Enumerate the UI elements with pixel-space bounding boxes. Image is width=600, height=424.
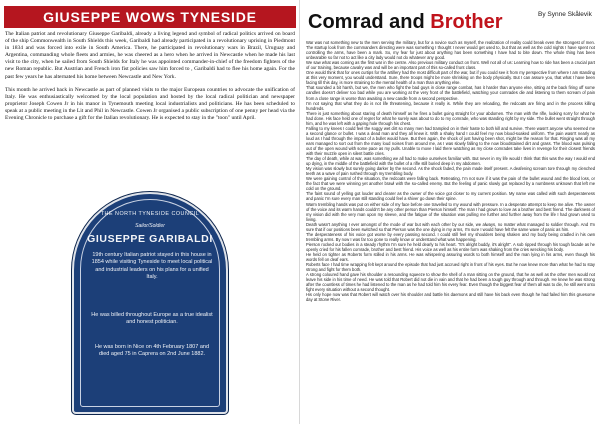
article-paragraph: The Italian patriot and revolutionary Giuseppe Garibaldi, already a living legend and symbol of radical politics arrived on board of the ship Commonwealth in South Shields this week, Garibaldi had already participated in a revolutionary uprising in Piedmont in 1834 and was forced into exile in South America. There, he participated in revolutionary wars in Brazil, Uruguay and Argentina, commanding whole fleets and armies, he was cheered as a hero when he arrived in Newcastle when he made his last visit to the city, when he sailed from South Shields for Italy he was appointed commander-in-chief of the freedom fighters of the new Roman republic. But Austrian and French iron fist policies saw him forced to , Garibaldi had to flee his home again. For the past few years he has alternated his home between Newcastle and New York. bbox=[5, 31, 295, 80]
article-paragraph: Death wasn't anything I ever amongst of the mode of war but with each other by our side, we always, no matter what managed to soldier through. And I'm sure that if our positions been switched so that Pierson was the one dying in my arms, I'm sure I would have felt the same wave of panic as him. bbox=[306, 221, 595, 232]
plaque-occupation: Sailor/Soldier bbox=[135, 223, 165, 229]
article-paragraph: Falling to my knees I could feel the soggy wet dirt so many men had trampled on in their haste to both kill and survive. There wasn't anyone who seemed me a second glance or bullet. I was a dead man and they all knew it. With a shaky hand I could feel my now blood-soaked uniform. The pain wasn't nearly as loud as I had through the impact of a bullet would have. But then again, the shock of just having been shot, might be the reason for that. Ringing was all my ears managed to sort out from the many loud noises from around me, as I was slowly falling to the now bloodstained dirt and grass. The blood was pulsing out of the open wound with some pace as my pulls. Unable to move I laid there watching as my close comrades take lives in revenge for their closest friends with their muzzle open in silent battle cries. bbox=[306, 125, 595, 157]
title-part-2: Brother bbox=[430, 11, 503, 33]
blue-plaque-photo bbox=[66, 184, 234, 420]
article-title bbox=[308, 8, 534, 36]
article-paragraph: This month he arrived back in Newcastle as part of planned visits to the major European countries to advocate the unification of Italy. He was enthusiastically welcomed by the local population and hosted by the local radical politician and newspaper proprietor Joseph Cowen Jr in his manor in Tynemouth meeting local industrialists and politicians. He has been scheduled to speak at a public meeting in the Lit and Phil in Newcastle. Cowen Jr organised a public subscription of one penny per head via the Evening Chronicle to purchase a gift for the Italian revolutionary. He is expected to stay in the "toon" until April. bbox=[5, 86, 295, 122]
article-paragraph: We saw what was coming as the first war in the centre. Also previous military conduct on front. Well not all of us: Learning how to ride has been a crucial part of our training, because cavalry was and will be an important part of this so-called front class. bbox=[306, 60, 595, 71]
article-paragraph: The day of death, while at war, was something we all had to make ourselves familiar with. But never in my life would I think that this was the way I would end up dying, in the middle of the battlefield with the bullet of a rifle still buried deep in my abdomen. bbox=[306, 156, 595, 167]
article-paragraph: My vision was slowly but surely going darker by the second. As the shock faded, the pain made itself present. A deafening scream tore through my clenched teeth as a wave of pain rushed through my trembling body. bbox=[306, 166, 595, 177]
plaque-society: THE NORTH TYNESIDE COUNCIL bbox=[100, 211, 200, 217]
plaque-name: GIUSEPPE GARIBALDI bbox=[87, 233, 213, 245]
article-paragraph: Warm trembling hands was put on either side of my face before one travelled to my wound with pressure. In a desperate attempt to keep me alive. The owner of the voice and its warm hands couldn't be any other person than Pierson himself. The man I had grown to love as a brother and best friend. The darkness of my vision did with the very man upon my sleeve, and the fatigue of the situation was pulling me further and further away from the life I had grown used to living. bbox=[306, 201, 595, 222]
article-paragraph: His only hope now was that Robert will watch over his shoulder and battle his daemons and still have his back even though he had failed him this gruesome day at Stone River. bbox=[306, 292, 595, 303]
article-body bbox=[306, 40, 595, 420]
article-paragraph: One would think that for ones curtips for the artillery had the most difficult part of the war, but if you could see it from my perspective from where I am standing at this very moment, you would understand. Sure, there troops might be more shrinking on the body physically. But I can assure you, that what I have been facing till this day, is more straining to the mental health of a man than anything else. bbox=[306, 70, 595, 86]
headline-banner bbox=[4, 6, 296, 28]
plaque-honour: He was billed throughout Europe as a true idealist and honest politician. bbox=[91, 312, 213, 326]
headline: GIUSEPPE WOWS TYNESIDE bbox=[43, 9, 257, 25]
article-paragraph: We were gaining control of the situation, the redcoats were falling back. Retreating. I'm not sure if it was the pain of the bullet wound and the blood loss, or the fact that we were winning yet another brawl with the so-called enemy. But the feeling of panic slowly got replaced by a numbness unknown that left me cold on the ground. bbox=[306, 176, 595, 192]
plaque-border bbox=[80, 199, 220, 407]
plaque-dates: He was born in Nice on 4th February 1807 and died aged 75 in Caprera on 2nd June 1882. bbox=[94, 344, 210, 358]
article-paragraph: A strong coloured hand gave his shoulder a resounding squeeze to show the shell of a man sitting on the ground, that he as well as the other men would not leave his side in his time of need. He was told that Robert did not die in vain and that he had been a tough guy through and through. He knew he was strong after the countless of times he had listened to the man as he had told him his every fear. Even though the biggest fear of them all was to die, he still went onto fight every situation without a second thought. bbox=[306, 272, 595, 293]
article-paragraph: He held on tighter as Roberts form stilled in his arms. He was whispering assuring words to both himself and the man lying in his arms, even though his words fell on deaf ears. bbox=[306, 251, 595, 263]
article-paragraph: The desperateness of his voice got worse by every passing second. I could still feel my shoulders being shaken and my body being cradled in his own trembling arms. By now I was far too gone to really know or understand what was happening. bbox=[306, 231, 595, 242]
article-paragraph: Pierson rocked our bodies in a steady rhythm I'm sure he held dearly to his heart. "It's alright buddy, it's alright". A sob ripped through his tough facade as he openly cried for his fallen comrade, brother and best friend. His voice as well as his entire form was shaking from the cries wrecking his body. bbox=[306, 241, 595, 252]
article-paragraph: That sounded a bit harsh, but we, the men who fight the bad guys in close range combat, has it harder than anyone else, sitting at the back firing off some candles doesn't deliver too bad while you are working at the very front of the battlefield, watching your comrades die and listening to them scream of pain from a close range is worse than awaiting a new candle from a second perspective. bbox=[306, 85, 595, 101]
right-page bbox=[300, 0, 600, 424]
blue-plaque bbox=[72, 192, 228, 414]
byline: By Synne Skålevik bbox=[538, 11, 592, 18]
plaque-bio: 19th century Italian patriot stayed in this house in 1854 while visiting Tyneside to meet local political and industrial leaders on his plans for a unified Italy. bbox=[91, 252, 213, 281]
article-paragraph: The faint sound of yelling got louder and clearer as the owner of the voice got closer to my current position. My name was called with such desperateness and panic I'm sure every man still standing could feel a shiver go down their spine. bbox=[306, 191, 595, 202]
title-part-1: Comrad and bbox=[308, 11, 425, 33]
article-paragraph: War was not something new to the men serving the military, but for a novice such as myself, the realization of reality could break even the strongest of men. The startup look from the commanders directing were was something I thought I never would get used to, but that as well as the cold nights I have spent not controlling the arms, have been a mark. So, my fear for just about anything has been something I have had to bite down. The whole thing has been unbearable so far not to act like a city lady would not do whatever any good. bbox=[306, 40, 595, 61]
article-body bbox=[5, 31, 295, 128]
article-paragraph: Roberts face I had time wrapping felt kept around the episode that had just accrued right in front of his eyes. But he now knew more than what he had to stay strong and fight for them both. bbox=[306, 262, 595, 273]
article-paragraph: I'm not saying that what they do is not life threatening, because it really is. While they are reloading, the redcoats are firing and in the process killing hundreds. bbox=[306, 100, 595, 111]
article-paragraph: There is just something about staring of death himself as he fires a bullet going straight for your abdomen. The man with the rifle, looking sorry for what he had done. His face held one of regret for what he surely was about to do to my comrade, who was standing right by my side. The bullet went straight through him, and he was left with a gaping hole through his chest. bbox=[306, 110, 595, 126]
